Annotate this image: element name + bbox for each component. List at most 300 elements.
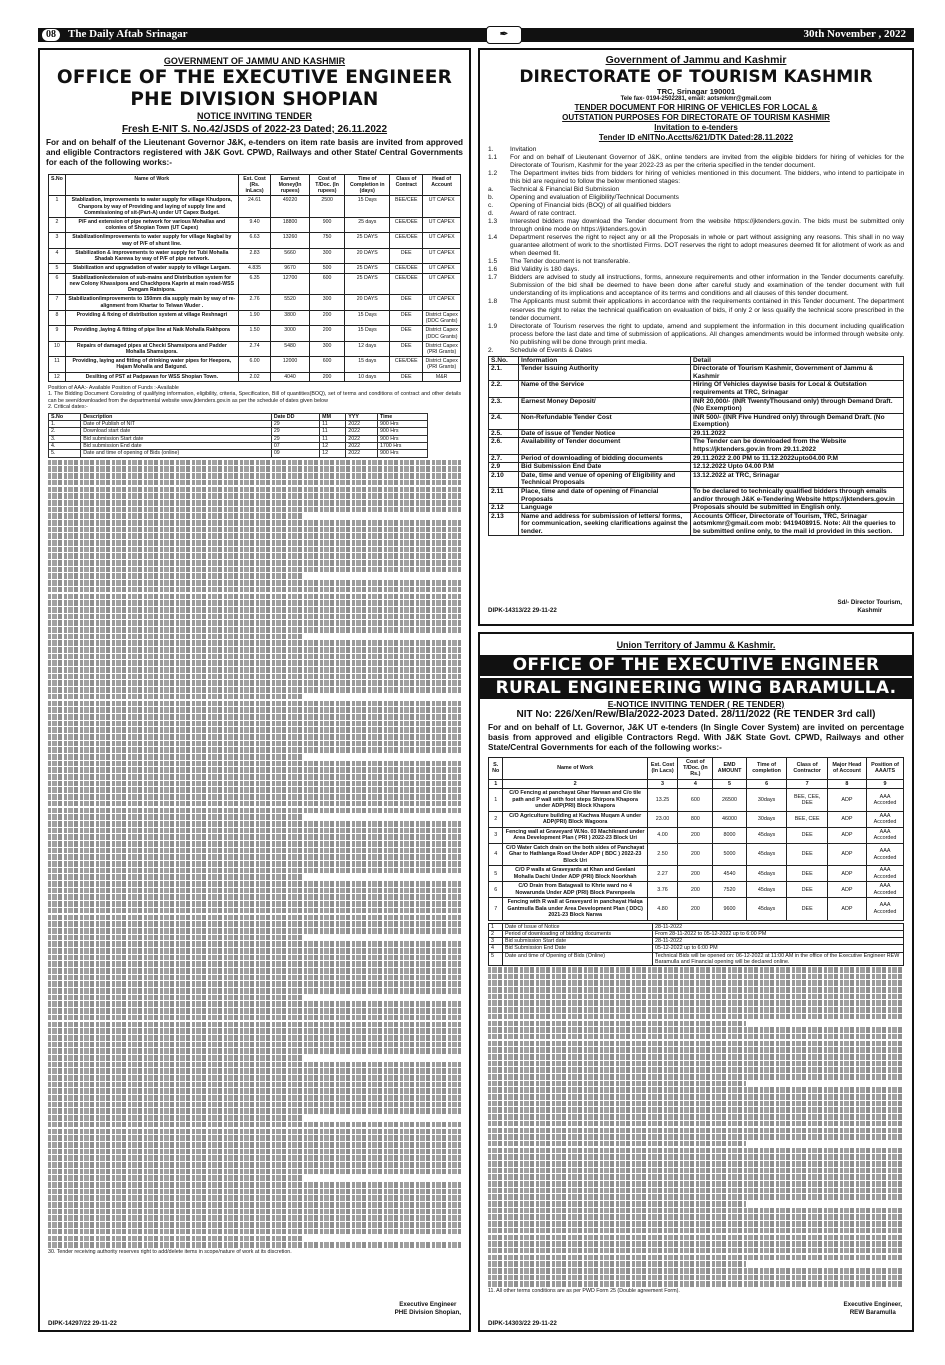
table-cell: 2500 <box>309 196 345 218</box>
text-line <box>48 1108 461 1114</box>
table-cell: Detail <box>691 356 904 365</box>
text-line <box>48 1062 461 1068</box>
table-cell: BEE, CEE <box>787 811 827 827</box>
table-cell: 45days <box>746 898 787 920</box>
table-cell: Period of downloading of bidding documents <box>503 930 653 937</box>
item-text: The Tender document is not transferable. <box>510 258 631 266</box>
table-row <box>49 196 461 218</box>
table-cell: Date of Publish of NIT <box>81 421 272 428</box>
table-cell: 07 <box>271 443 319 450</box>
table-row <box>489 882 904 898</box>
table-cell: Proposals should be submitted in English only. <box>691 504 904 513</box>
table-cell: 1700 Hrs <box>377 443 427 450</box>
text-line <box>48 687 461 693</box>
text-line <box>48 580 461 586</box>
table-cell: District Capex (PRI Grants) <box>423 341 461 356</box>
tourism-gov-heading: Government of Jammu and Kashmir <box>605 54 787 66</box>
rew-last-para: 11. All other terms conditions are as per PWD Form 25 (Double agreement Form). <box>488 1288 680 1294</box>
table-cell: DEE <box>787 898 827 920</box>
text-line <box>488 1074 904 1080</box>
text-line <box>488 1034 904 1040</box>
table-cell: INR 20,000/- (INR TwentyThousand only) through Demand Draft. (No Exemption) <box>691 397 904 413</box>
table-cell: Period of downloading of bidding documents <box>519 454 691 463</box>
table-cell: 2. <box>49 428 81 435</box>
text-line <box>48 680 461 686</box>
text-line <box>48 674 461 680</box>
table-cell: 200 <box>678 898 713 920</box>
table-cell: Language <box>519 504 691 513</box>
item-number: 1.2 <box>488 169 498 177</box>
table-row <box>489 938 904 945</box>
table-cell: 2.2. <box>489 381 519 397</box>
text-line <box>48 473 461 479</box>
text-line <box>488 1107 904 1113</box>
table-cell: 1 <box>49 196 66 218</box>
item-text: Opening and evaluation of Eligibility/Technical Documents <box>510 194 679 202</box>
item-number: 1. <box>488 145 494 153</box>
table-cell: 2.5. <box>489 429 519 438</box>
table-row <box>489 381 904 397</box>
table-cell: 4 <box>489 843 503 865</box>
phe-intro: For and on behalf of the Lieutenant Governor J&K, e-tenders on item rate basis are invited from approved and eligible Contractors registered with J&K Govt. CPWD, Railways and other State/ Central Governments for each of the following works:- <box>46 137 463 167</box>
table-cell: 12 <box>320 443 346 450</box>
rew-intro: For and on behalf of Lt. Governor, J&K UT e-tenders (In Single Cover System) are invited on percentage basis from approved and eligible Contractors Regd. With J&K State Govt. CPWD, Railways and other State/Central Governments for each of the following works:- <box>488 722 904 752</box>
table-row <box>49 233 461 248</box>
table-cell: 2.74 <box>238 341 270 356</box>
text-line <box>48 640 461 646</box>
table-row <box>49 357 461 372</box>
table-cell: Download start date <box>81 428 272 435</box>
text-line <box>48 466 461 472</box>
text-line <box>48 928 461 934</box>
table-header-cell: Position of AAA/TS <box>867 757 904 779</box>
table-cell: Availability of Tender document <box>519 438 691 454</box>
text-line <box>48 1095 461 1101</box>
text-line <box>48 761 461 767</box>
table-cell: 23.00 <box>647 811 677 827</box>
table-cell: 200 <box>678 843 713 865</box>
text-line <box>48 1236 304 1242</box>
text-line <box>48 533 461 539</box>
phe-title-line1: OFFICE OF THE EXECUTIVE ENGINEER <box>56 66 453 88</box>
tourism-advert <box>478 48 914 626</box>
rew-dipk: DIPK-14303/22 29-11-22 <box>488 1319 557 1327</box>
table-cell: 11 <box>320 421 346 428</box>
text-line <box>48 1068 461 1074</box>
table-cell: 2022 <box>346 428 378 435</box>
item-number: 2. <box>488 346 494 354</box>
table-cell: CEE/DEE <box>390 357 423 372</box>
rew-dates-table <box>488 923 904 966</box>
text-line <box>488 1201 746 1207</box>
table-cell: DEE <box>390 326 423 341</box>
table-header-cell: 8 <box>827 779 866 788</box>
text-line <box>48 667 461 673</box>
table-cell: 1 <box>489 789 503 811</box>
table-cell: 2 <box>489 811 503 827</box>
phe-nit-number: Fresh E-NIT S. No.42/JSDS of 2022-23 Dated; 26.11.2022 <box>121 123 388 135</box>
table-cell: 11 <box>320 428 346 435</box>
text-line <box>48 981 461 987</box>
text-line <box>48 767 461 773</box>
text-line <box>488 1228 904 1234</box>
text-line <box>48 620 461 626</box>
table-cell: 29 <box>271 428 319 435</box>
table-cell: CEE/DEE <box>390 233 423 248</box>
table-row <box>489 789 904 811</box>
text-line <box>48 888 461 894</box>
table-cell: C/O Water Catch drain on the both sides of Panchayat Ghar to Hathlanga Road Under ADP ( BDC ) 2022-23 Block Uri <box>503 843 647 865</box>
table-cell: 28-11-2022 <box>653 938 904 945</box>
text-line <box>48 881 461 887</box>
table-header-cell: S.No <box>49 413 81 420</box>
phe-para-1: 1. The Bidding Document Consisting of qualifying information, eligibility, criteria, Specification, Bill of quantities(BOQ), set of terms and conditions of contract and other details can be seen/downloaded from the departmental website www.jktenders.gov.in as per the schedule of dates given below <box>48 391 461 404</box>
text-line <box>48 808 461 814</box>
text-line <box>488 1047 904 1053</box>
text-line <box>48 834 461 840</box>
table-cell: 7 <box>49 295 66 310</box>
text-line <box>488 1087 904 1093</box>
table-cell: 46000 <box>713 811 746 827</box>
table-cell: 7 <box>489 898 503 920</box>
text-line <box>48 560 461 566</box>
tourism-title: DIRECTORATE OF TOURISM KASHMIR <box>519 66 873 87</box>
text-line <box>48 1155 461 1161</box>
table-cell: ADP <box>827 866 866 882</box>
table-cell: 900 Hrs <box>377 421 427 428</box>
table-cell: 8 <box>49 310 66 325</box>
table-cell: 25 DAYS <box>345 233 390 248</box>
table-cell: 13260 <box>271 233 310 248</box>
table-cell: 25 DAYS <box>345 264 390 273</box>
table-cell: S.No. <box>489 356 519 365</box>
table-cell: 2.6. <box>489 438 519 454</box>
table-cell: Stabilization/extension of sub-mains and Distribution system for new Colony Khassipora and Chackhpora Kaprin at main road-WSS Dengam Ratnipora. <box>65 273 238 295</box>
text-line <box>48 781 461 787</box>
text-line <box>488 1061 904 1067</box>
text-line <box>48 1042 461 1048</box>
table-cell: 200 <box>309 326 345 341</box>
table-cell: 900 <box>309 218 345 233</box>
table-cell: 4 <box>49 248 66 263</box>
text-line <box>488 1101 904 1107</box>
text-line <box>48 787 461 793</box>
text-line <box>488 1000 904 1006</box>
table-cell: 200 <box>309 372 345 381</box>
table-cell: ADP <box>827 811 866 827</box>
table-cell: C/O Agriculture building at Kachwa Muqam A under ADP(PRI) Block Wagoora <box>503 811 647 827</box>
item-number: 1.4 <box>488 234 498 242</box>
text-line <box>48 1135 461 1141</box>
item-text: Invitation <box>510 145 537 153</box>
tourism-invitation: Invitation to e-tenders <box>654 122 738 132</box>
table-cell: Providing, laying and fitting of drinking water pipes for Heepora, Hajam Mohalla and Batgund. <box>65 357 238 372</box>
table-cell: Bid submission End date <box>81 443 272 450</box>
text-line <box>48 1222 461 1228</box>
table-cell: 13.25 <box>647 789 677 811</box>
table-cell: 2 <box>49 218 66 233</box>
list-item <box>488 194 904 202</box>
table-header-cell: Time <box>377 413 427 420</box>
table-header-cell: Head of Account <box>423 174 461 196</box>
table-cell: AAA Accorded <box>867 789 904 811</box>
text-line <box>48 1055 304 1061</box>
item-number: b. <box>488 194 494 202</box>
text-line <box>48 701 461 707</box>
table-cell: 26500 <box>713 789 746 811</box>
text-line <box>48 1195 461 1201</box>
table-header-cell: Name of Work <box>503 757 647 779</box>
list-item <box>488 186 904 194</box>
table-cell: 6.63 <box>238 233 270 248</box>
table-cell: DEE <box>390 248 423 263</box>
text-line <box>488 994 904 1000</box>
table-row <box>49 310 461 325</box>
table-cell: 5660 <box>271 248 310 263</box>
table-cell: Date of Issue of Notice <box>503 923 653 930</box>
table-cell: DEE <box>390 372 423 381</box>
text-line <box>48 513 304 519</box>
table-cell: DEE <box>787 843 827 865</box>
text-line <box>48 1202 461 1208</box>
text-line <box>48 614 461 620</box>
tourism-doc-line2: OUTSTATION PURPOSES FOR DIRECTORATE OF TOURISM KASHMIR <box>562 112 830 122</box>
table-cell: 24.61 <box>238 196 270 218</box>
text-line <box>48 915 461 921</box>
table-cell: 18800 <box>271 218 310 233</box>
text-line <box>48 634 304 640</box>
table-header-cell: Est. Cost (In Lacs) <box>647 757 677 779</box>
text-line <box>488 1081 746 1087</box>
text-line <box>48 854 461 860</box>
table-cell: 9.40 <box>238 218 270 233</box>
table-cell: 12000 <box>271 357 310 372</box>
text-line <box>488 1214 904 1220</box>
table-row <box>49 372 461 381</box>
table-cell: 09 <box>271 450 319 457</box>
text-line <box>488 1275 904 1281</box>
paper-name: The Daily Aftab Srinagar <box>68 28 188 41</box>
table-cell: 12 days <box>345 341 390 356</box>
table-header-cell: YYY <box>346 413 378 420</box>
table-cell: 5520 <box>271 295 310 310</box>
table-cell: 200 <box>309 310 345 325</box>
table-cell: BEE, CEE, DEE <box>787 789 827 811</box>
table-cell: 7520 <box>713 882 746 898</box>
table-cell: 29.11.2022 <box>691 429 904 438</box>
text-line <box>488 987 904 993</box>
table-cell: 200 <box>678 866 713 882</box>
table-cell: ADP <box>827 898 866 920</box>
table-cell: 2022 <box>346 421 378 428</box>
table-cell: 5480 <box>271 341 310 356</box>
table-cell: UT CAPEX <box>423 218 461 233</box>
table-cell: 1.50 <box>238 326 270 341</box>
text-line <box>48 734 461 740</box>
text-line <box>48 1028 461 1034</box>
item-number: 1.7 <box>488 274 498 282</box>
text-line <box>48 1082 461 1088</box>
table-cell: 2.11 <box>489 487 519 503</box>
table-row <box>49 218 461 233</box>
table-cell: 5. <box>49 450 81 457</box>
text-line <box>488 1128 904 1134</box>
item-number: 1.1 <box>488 153 498 161</box>
table-cell: Stabilization and upgradation of water supply to village Largam. <box>65 264 238 273</box>
table-cell: ADP <box>827 827 866 843</box>
text-line <box>488 1161 904 1167</box>
table-cell: Fencing wall at Graveyard W.No. 03 Machikrand under Area Development Plan ( PRI ) 2022-23 Block Uri <box>503 827 647 843</box>
table-cell: 2022 <box>346 450 378 457</box>
table-cell: 5 <box>489 952 503 965</box>
table-row <box>489 952 904 965</box>
text-line <box>48 1175 304 1181</box>
table-cell: 12 <box>49 372 66 381</box>
table-cell: 3 <box>489 938 503 945</box>
table-row <box>49 421 428 428</box>
tourism-tender-id: Tender ID eNITNo.Acctts/621/DTK Dated:28.11.2022 <box>598 132 794 142</box>
item-number: 1.5 <box>488 258 498 266</box>
table-cell: 45days <box>746 843 787 865</box>
table-cell: 15 days <box>345 357 390 372</box>
table-cell: 8000 <box>713 827 746 843</box>
table-cell: M&R <box>423 372 461 381</box>
table-cell: 29 <box>271 435 319 442</box>
table-cell: 1 <box>489 923 503 930</box>
table-header-cell: Class of Contract <box>390 174 423 196</box>
text-line <box>48 714 461 720</box>
table-row <box>49 264 461 273</box>
table-row <box>49 273 461 295</box>
text-line <box>48 821 461 827</box>
text-line <box>488 1154 904 1160</box>
text-line <box>488 1114 904 1120</box>
phe-terms-text-block <box>40 460 469 1248</box>
text-line <box>488 1181 904 1187</box>
text-line <box>488 1168 904 1174</box>
text-line <box>48 848 461 854</box>
text-line <box>48 1001 461 1007</box>
text-line <box>48 1115 304 1121</box>
table-cell: 20 DAYS <box>345 248 390 263</box>
table-cell: 600 <box>309 273 345 295</box>
table-cell: Providing & fixing of distribution system at village Reshnagri <box>65 310 238 325</box>
text-line <box>48 754 304 760</box>
table-row <box>489 898 904 920</box>
table-header-cell: Time of Completion in (days) <box>345 174 390 196</box>
table-cell: From 28-11-2022 to 05-12-2022 up to 6:00 PM <box>653 930 904 937</box>
table-cell: UT CAPEX <box>423 233 461 248</box>
list-item <box>488 323 904 347</box>
table-cell: 2022 <box>346 443 378 450</box>
list-item <box>488 218 904 234</box>
text-line <box>48 948 461 954</box>
table-cell: 500 <box>309 264 345 273</box>
table-cell: DEE <box>787 827 827 843</box>
table-cell: 900 Hrs <box>377 435 427 442</box>
tourism-address: TRC, Srinagar 190001 <box>656 86 736 96</box>
text-line <box>48 1142 461 1148</box>
text-line <box>48 1015 461 1021</box>
table-cell: 15 Days <box>345 196 390 218</box>
text-line <box>48 794 461 800</box>
table-cell: INR 500/- (INR Five Hundred only) through Demand Draft. (No Exemption) <box>691 413 904 429</box>
table-cell: 49220 <box>271 196 310 218</box>
list-item <box>488 202 904 210</box>
text-line <box>48 1242 461 1248</box>
table-cell: District Capex (DDC Grants) <box>423 310 461 325</box>
tourism-dipk: DIPK-14313/22 29-11-22 <box>488 606 557 614</box>
table-cell: 3000 <box>271 326 310 341</box>
table-cell: District Capex (PRI Grants) <box>423 357 461 372</box>
table-cell: 2.02 <box>238 372 270 381</box>
text-line <box>48 520 461 526</box>
text-line <box>488 1248 904 1254</box>
table-cell: 2 <box>489 930 503 937</box>
table-cell: 2.12 <box>489 504 519 513</box>
table-cell: UT CAPEX <box>423 264 461 273</box>
table-row <box>489 429 904 438</box>
table-cell: ADP <box>827 789 866 811</box>
text-line <box>488 1054 904 1060</box>
text-line <box>48 935 304 941</box>
table-cell: 4 <box>489 945 503 952</box>
table-cell: Bid Submission End Date <box>503 945 653 952</box>
tourism-contact: Tele fax- 0194-2502281, email: aotsmkmr@gmail.com <box>620 95 772 102</box>
phe-signature: Executive Engineer PHE Division Shopian, <box>394 1301 461 1316</box>
text-line <box>488 1007 904 1013</box>
table-cell: 11 <box>49 357 66 372</box>
table-header-cell: 9 <box>867 779 904 788</box>
text-line <box>488 1121 904 1127</box>
text-line <box>488 1094 904 1100</box>
table-cell: Stablization, improvements to water supply for village Khudpora, Chanpora by way of Providing and laying of supply line and Commissioning of sit-(Part-A) under UT Capex Budget. <box>65 196 238 218</box>
text-line <box>488 1221 904 1227</box>
item-text: For and on behalf of Lieutenant Governor of J&K, online tenders are invited from the eligible bidders for hiring of vehicles for the Directorate of Tourism, Kashmir for the year 2022-23 as per the criteria specified in the tender document. <box>510 153 904 169</box>
table-cell: AAA Accorded <box>867 898 904 920</box>
table-row <box>489 438 904 454</box>
text-line <box>488 1148 904 1154</box>
table-row <box>489 811 904 827</box>
table-row <box>49 450 428 457</box>
item-number: 1.3 <box>488 218 498 226</box>
text-line <box>488 1067 904 1073</box>
text-line <box>48 828 461 834</box>
text-line <box>48 841 461 847</box>
table-header-cell: Name of Work <box>65 174 238 196</box>
table-cell: The Tender can be downloaded from the Website https://jktenders.gov.in from 29.11.2022 <box>691 438 904 454</box>
table-cell: 9 <box>49 326 66 341</box>
table-row <box>489 930 904 937</box>
table-cell: District Capex (DDC Grants) <box>423 326 461 341</box>
text-line <box>488 967 904 973</box>
text-line <box>48 921 461 927</box>
table-cell: UT CAPEX <box>423 248 461 263</box>
list-item <box>488 146 904 154</box>
table-cell: C/O Fencing at panchayat Ghar Harwan and C/o tile path and P wall with foot steps Shirpora Khapora under ADP(PRI) Block Khapora <box>503 789 647 811</box>
text-line <box>488 1174 904 1180</box>
item-text: The Applicants must submit their applications in accordance with the requirements contained in this Tender document. The department reserves the right to relax the technical qualification on evaluation of bids, if only 2 or less qualify the technical score prescribed in the tender document. <box>510 298 904 322</box>
table-row <box>489 866 904 882</box>
table-cell: 600 <box>309 357 345 372</box>
item-text: Interested bidders may download the Tender document from the website https://jktenders.gov.in. The bids must be submitted only through online mode on https://jktenders.gov.in <box>510 218 904 234</box>
table-cell: Date, time and venue of opening of Eligibility and Technical Proposals <box>519 471 691 487</box>
table-cell: 4040 <box>271 372 310 381</box>
text-line <box>48 741 461 747</box>
text-line <box>48 553 461 559</box>
text-line <box>48 1215 461 1221</box>
rew-banner-line2: RURAL ENGINEERING WING BARAMULLA. <box>480 678 912 699</box>
